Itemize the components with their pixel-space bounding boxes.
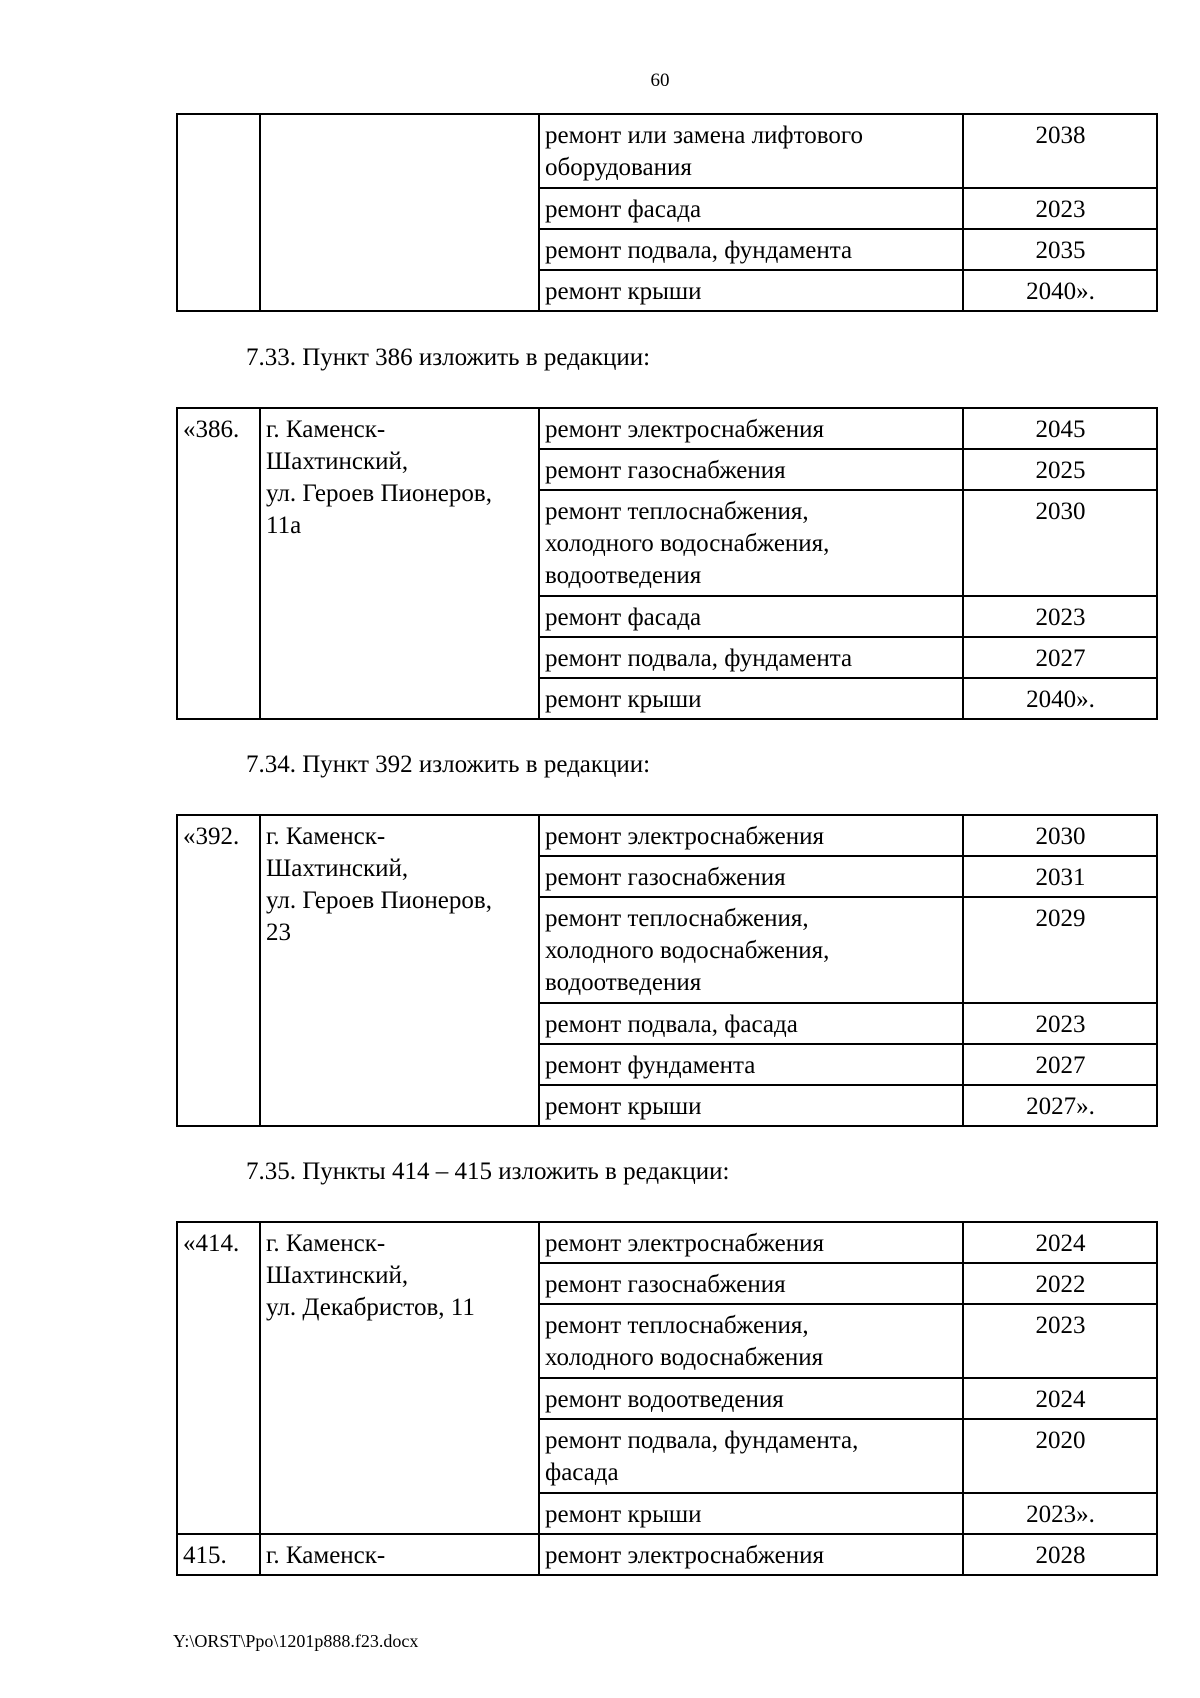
table-row: [177, 1222, 1157, 1263]
number-cell: «386.: [177, 408, 260, 719]
year-cell: 2035: [963, 229, 1157, 270]
work-cell: ремонт теплоснабжения, холодного водоснабжения, водоотведения: [539, 490, 963, 596]
address-cell: [260, 114, 539, 311]
year-cell: 2045: [963, 408, 1157, 449]
section-table: [176, 814, 1158, 1127]
work-cell: ремонт теплоснабжения, холодного водоснабжения: [539, 1304, 963, 1378]
continuation-table: [176, 113, 1158, 312]
footer-file-path: Y:\ORST\Ppo\1201p888.f23.docx: [173, 1631, 419, 1651]
table-row: [177, 815, 1157, 856]
work-cell: ремонт теплоснабжения, холодного водоснабжения, водоотведения: [539, 897, 963, 1003]
year-cell: 2030: [963, 815, 1157, 856]
year-cell: 2022: [963, 1263, 1157, 1304]
work-cell: ремонт электроснабжения: [539, 815, 963, 856]
year-cell: 2020: [963, 1419, 1157, 1493]
work-cell: ремонт водоотведения: [539, 1378, 963, 1419]
year-cell: 2024: [963, 1222, 1157, 1263]
number-cell: «414.: [177, 1222, 260, 1534]
year-cell: 2027».: [963, 1085, 1157, 1126]
year-cell: 2023: [963, 596, 1157, 637]
address-cell: г. Каменск- Шахтинский, ул. Героев Пионеров, 23: [260, 815, 539, 1126]
work-cell: ремонт подвала, фундамента: [539, 637, 963, 678]
page-number: 60: [650, 70, 670, 91]
year-cell: 2040».: [963, 678, 1157, 719]
section-heading: 7.35. Пункты 414 – 415 изложить в редакции:: [246, 1158, 730, 1185]
year-cell: 2030: [963, 490, 1157, 596]
work-cell: ремонт электроснабжения: [539, 408, 963, 449]
section-heading: 7.33. Пункт 386 изложить в редакции:: [246, 344, 651, 371]
work-cell: ремонт газоснабжения: [539, 449, 963, 490]
year-cell: 2023».: [963, 1493, 1157, 1534]
work-cell: ремонт крыши: [539, 678, 963, 719]
year-cell: 2025: [963, 449, 1157, 490]
section-heading: 7.34. Пункт 392 изложить в редакции:: [246, 751, 651, 778]
work-cell: ремонт фасада: [539, 596, 963, 637]
work-cell: ремонт крыши: [539, 270, 963, 311]
work-cell: ремонт или замена лифтового оборудования: [539, 114, 963, 188]
number-cell: 415.: [177, 1534, 260, 1575]
section-table: [176, 407, 1158, 720]
year-cell: 2028: [963, 1534, 1157, 1575]
section-table: [176, 1221, 1158, 1576]
work-cell: ремонт газоснабжения: [539, 856, 963, 897]
work-cell: ремонт газоснабжения: [539, 1263, 963, 1304]
year-cell: 2040».: [963, 270, 1157, 311]
work-cell: ремонт подвала, фундамента, фасада: [539, 1419, 963, 1493]
year-cell: 2029: [963, 897, 1157, 1003]
work-cell: ремонт фундамента: [539, 1044, 963, 1085]
year-cell: 2024: [963, 1378, 1157, 1419]
work-cell: ремонт фасада: [539, 188, 963, 229]
work-cell: ремонт электроснабжения: [539, 1534, 963, 1575]
year-cell: 2031: [963, 856, 1157, 897]
address-cell: г. Каменск- Шахтинский, ул. Декабристов, 11: [260, 1222, 539, 1534]
year-cell: 2038: [963, 114, 1157, 188]
year-cell: 2023: [963, 1003, 1157, 1044]
number-cell: «392.: [177, 815, 260, 1126]
table-row: [177, 114, 1157, 188]
work-cell: ремонт подвала, фундамента: [539, 229, 963, 270]
year-cell: 2023: [963, 188, 1157, 229]
work-cell: ремонт подвала, фасада: [539, 1003, 963, 1044]
table-row: [177, 1534, 1157, 1575]
year-cell: 2023: [963, 1304, 1157, 1378]
work-cell: ремонт крыши: [539, 1493, 963, 1534]
number-cell: [177, 114, 260, 311]
year-cell: 2027: [963, 1044, 1157, 1085]
address-cell: г. Каменск- Шахтинский, ул. Героев Пионеров, 11а: [260, 408, 539, 719]
address-cell: г. Каменск-: [260, 1534, 539, 1575]
work-cell: ремонт электроснабжения: [539, 1222, 963, 1263]
year-cell: 2027: [963, 637, 1157, 678]
table-row: [177, 408, 1157, 449]
work-cell: ремонт крыши: [539, 1085, 963, 1126]
